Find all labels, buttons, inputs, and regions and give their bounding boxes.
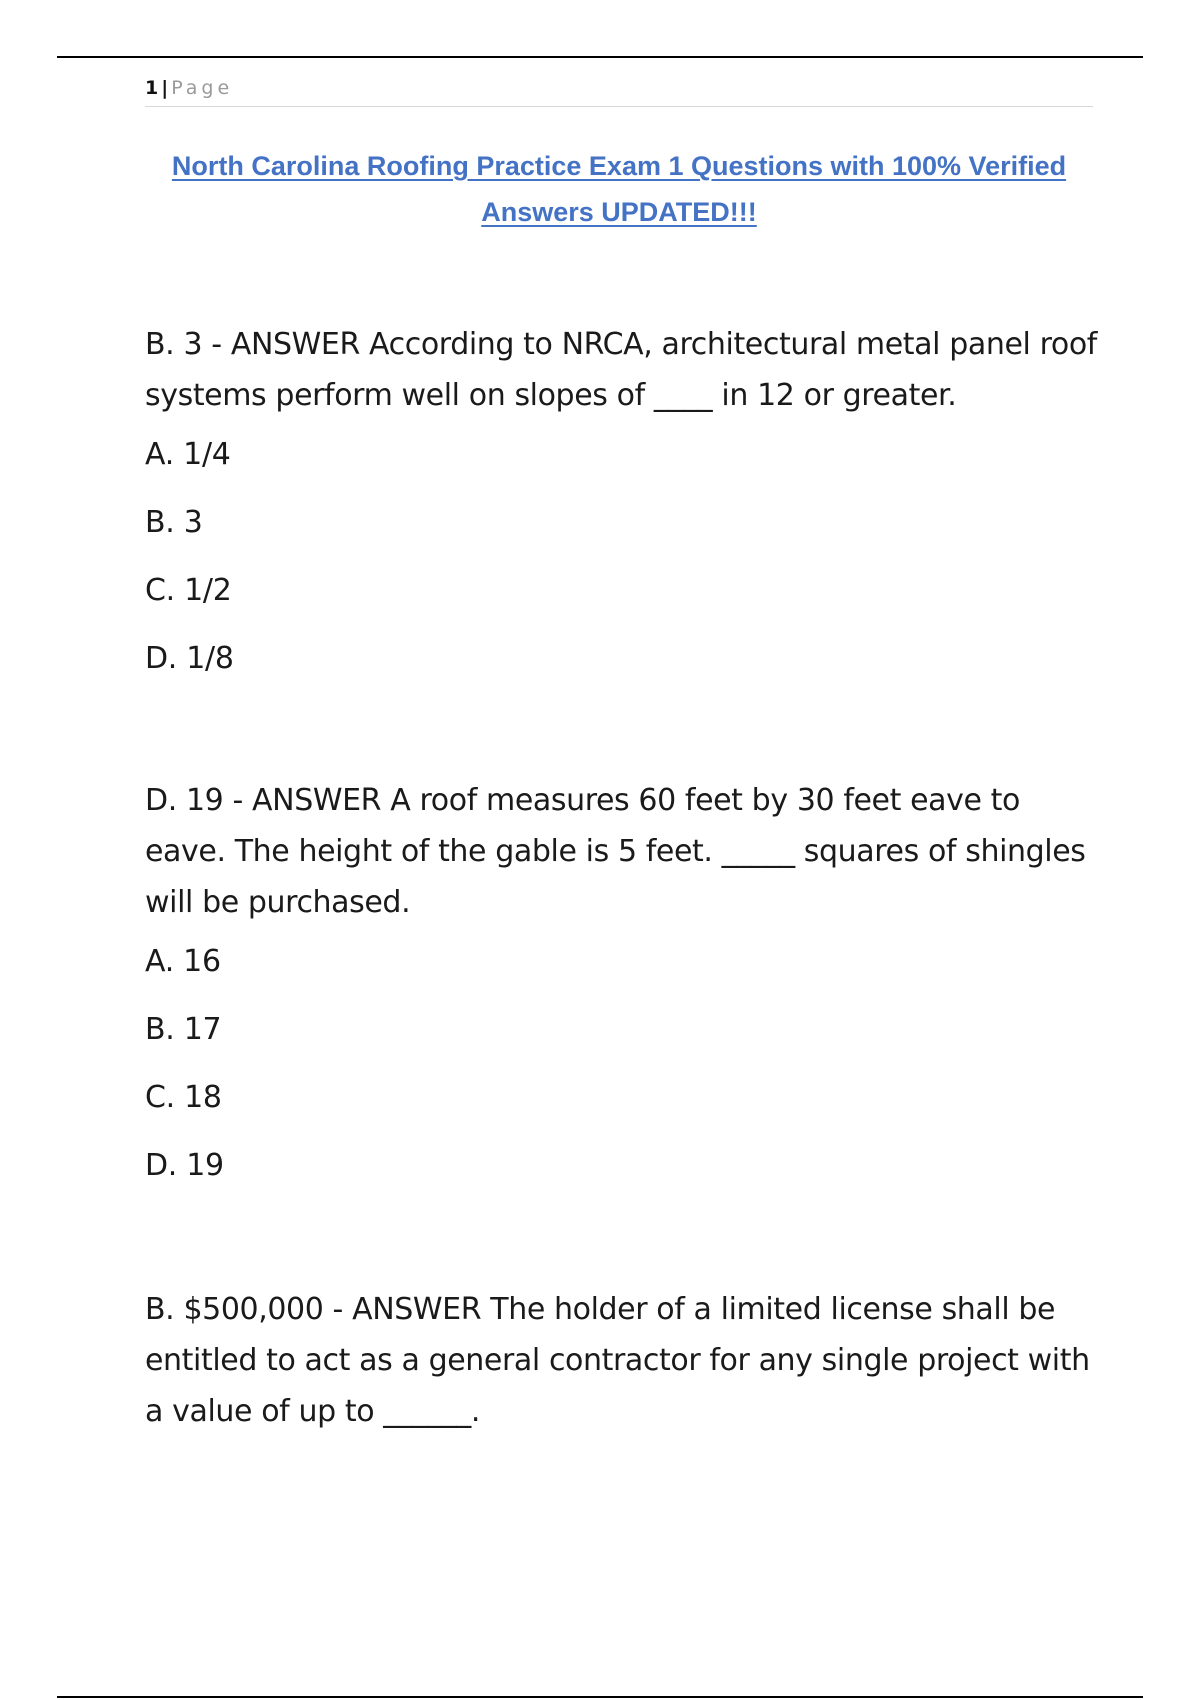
answer-option: A. 16 <box>145 944 221 979</box>
question-text: B. 3 - ANSWER According to NRCA, architectural metal panel roof systems perform well on slopes of ____ in 12 or greater. <box>145 327 1097 413</box>
page-label: Page <box>171 77 234 99</box>
page-separator: | <box>161 77 169 99</box>
page-header <box>145 74 1093 107</box>
answer-option: D. 1/8 <box>145 641 234 676</box>
question-block <box>145 319 1105 693</box>
answer-option: C. 18 <box>145 1080 222 1115</box>
question-block <box>145 775 1105 1200</box>
page-number: 1 <box>145 77 159 99</box>
answer-option: B. 17 <box>145 1012 222 1047</box>
question-block <box>145 1284 1105 1437</box>
answer-option: C. 1/2 <box>145 573 232 608</box>
bottom-rule <box>57 1696 1143 1698</box>
answer-option: D. 19 <box>145 1148 224 1183</box>
answer-option: A. 1/4 <box>145 437 231 472</box>
answer-option: B. 3 <box>145 505 203 540</box>
document-title: North Carolina Roofing Practice Exam 1 Questions with 100% Verified Answers UPDATED!!! <box>171 151 1067 227</box>
question-text: B. $500,000 - ANSWER The holder of a limited license shall be entitled to act as a general contractor for any single project with a value of up to ______. <box>145 1292 1090 1429</box>
top-rule <box>57 56 1143 58</box>
question-text: D. 19 - ANSWER A roof measures 60 feet by 30 feet eave to eave. The height of the gable is 5 feet. _____ squares of shingles will be purchased. <box>145 783 1086 920</box>
